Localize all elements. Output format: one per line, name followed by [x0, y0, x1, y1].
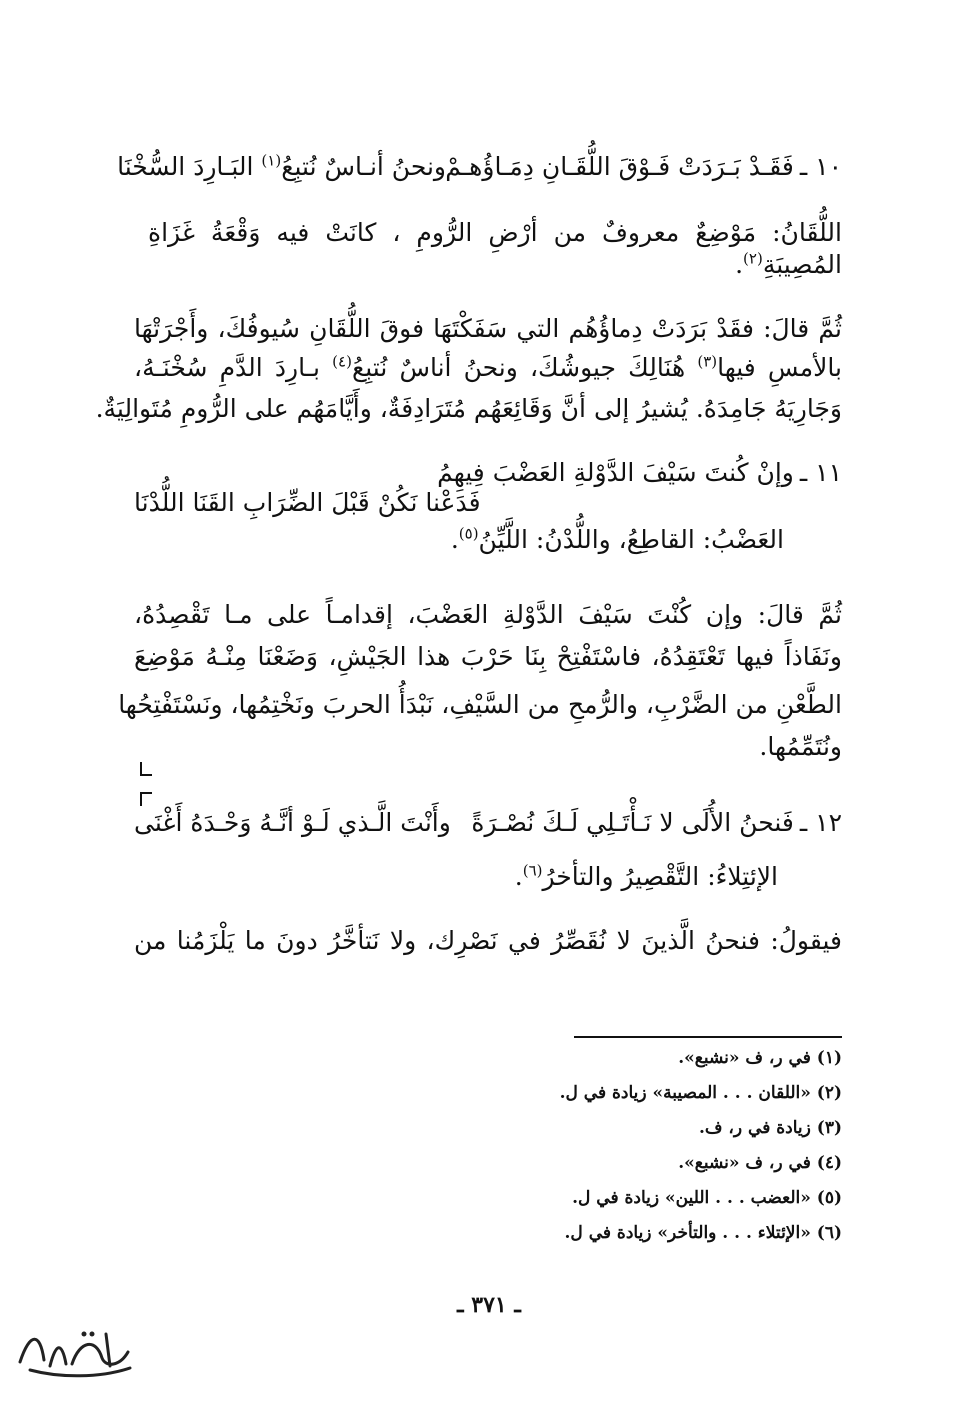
- gloss-punct: .: [450, 525, 459, 554]
- verse-hemistich-second-end: البَـارِدَ السُّخْنَا: [117, 152, 262, 181]
- gloss-text: الإئتِلاءُ: التَّقْصِيرُ والتأخرُ: [542, 862, 778, 891]
- gloss-text: المُصِيبَةِ: [762, 250, 842, 279]
- footnote-rule: [574, 1036, 842, 1038]
- commentary-12-line-1: فيقولُ: فنحنُ الَّذينَ لا نُقَصِّرُ في نَصْرِك، ولا نَتأخَّرُ دونَ ما يَلْزَمُنا من: [134, 926, 842, 955]
- verse-hemistich-first: فَنحنُ الأُلَى لا نَـأْتَـلِي لَـكَ نُصْـرَةً: [471, 808, 794, 837]
- footnote-ref[interactable]: (٦): [522, 861, 543, 880]
- gloss-11: [134, 523, 784, 557]
- commentary-11-line-2: ونَفَاذاً فيها تَعْتَقِدُهُ، فاسْتَفْتِحْ بِنَا حَرْبَ هذا الجَيْشِ، وَضَعْنَا مِنْـهُ مَوْضِعَ: [134, 642, 842, 671]
- commentary-10-line-3: وَجَارِيَهُ جَامِدَهُ. يُشيرُ إلى أنَّ وَقَائِعَهُم مُتَرَادِفَةٌ، وأَيَّامَهُم على الرُّومِ مُتَوالِيَةٌ.: [95, 394, 842, 423]
- footnote-ref[interactable]: (٥): [458, 524, 479, 543]
- gloss-punct: .: [735, 250, 744, 279]
- commentary-11-line-4: ونُتَمِّمُها.: [759, 732, 842, 761]
- footnote-3: (٣) زيادة في ر، ف.: [698, 1118, 842, 1138]
- gloss-punct: .: [514, 862, 523, 891]
- verse-number: ١٢ ـ: [799, 808, 842, 837]
- gloss-10-line-1: اللُّقَانُ: مَوْضِعٌ معروفٌ من أرْضِ الرُّومِ ، كانَتْ فيه وَقْعَةُ غَزَاةِ: [148, 218, 842, 247]
- gloss-text: العَضْبُ: القاطِعُ، واللُّدْنُ: اللَّيِّنُ: [478, 525, 784, 554]
- commentary-text: بالأمسِ فيها: [717, 353, 842, 382]
- footnote-4: (٤) في ر، ف «نشبع».: [678, 1153, 842, 1173]
- footnote-1: (١) في ر، ف «نشبع».: [678, 1048, 842, 1068]
- footnote-ref[interactable]: (٤): [332, 352, 352, 371]
- gloss-10-line-2: [134, 248, 842, 282]
- gloss-12: [138, 860, 778, 894]
- verse-number: ١٠ ـ: [799, 152, 842, 181]
- commentary-10-line-1: ثُمَّ قالَ: فقَدْ بَرَدَتْ دِماؤُهُم التي سَفَكْتَهَا فوقَ اللُّقَانِ سُيوفُكَ، وأَجْرَتْهَا: [134, 314, 842, 343]
- verse-hemistich-second: وأَنْتَ الَّـذي لَـوْ أنَّـهُ وَحْـدَهُ أَغْنَى: [134, 808, 451, 837]
- verse-hemistich-second: فَدَعْنا نَكُنْ قَبْلَ الضِّرَابِ القَنَا اللُّدْنَا: [134, 488, 481, 517]
- commentary-text: هُنَالِكَ جيوشُكَ، ونحنُ أناسٌ نُتبِعُ: [351, 353, 698, 382]
- verse-hemistich-second: ونحنُ أنـاسٌ نُتبِعُ: [281, 152, 446, 181]
- footnote-ref[interactable]: (١): [261, 151, 282, 170]
- verse-hemistich-first: وإنْ كُنتَ سَيْفَ الدَّوْلةِ العَضْبَ فِيهِمُ: [437, 458, 794, 487]
- calligraphy-stamp-logo: [10, 1322, 140, 1382]
- section-start-mark: [140, 792, 152, 806]
- page-number: ـ ٣٧١ ـ: [457, 1292, 521, 1318]
- commentary-11-line-1: ثُمَّ قالَ: وإن كُنْتَ سَيْفَ الدَّوْلةِ العَضْبَ، إقدامـاً على مـا تَقْصِدُهُ،: [134, 600, 842, 629]
- commentary-11-line-3: الطَّعْنِ من الضَّرْبِ، والرُّمحِ من السَّيْفِ، نَبْدَأُ الحربَ ونَخْتِمُها، ونَسْتَفْتِحُها: [118, 690, 842, 719]
- commentary-text: بـارِدَ الدَّمِ سُخْنَـهُ،: [134, 353, 333, 382]
- verse-number: ١١ ـ: [799, 458, 842, 487]
- footnote-ref[interactable]: (٢): [743, 249, 763, 268]
- verse-hemistich-first: فَقَـدْ بَـرَدَتْ فَـوْقَ اللُّقَـانِ دِمَـاؤُهـمْ: [445, 152, 794, 181]
- section-end-mark: [140, 762, 152, 776]
- footnote-2: (٢) «اللقان . . . المصيبة» زيادة في ل.: [559, 1083, 842, 1103]
- footnote-5: (٥) «العضب . . . اللين» زيادة في ل.: [572, 1188, 842, 1208]
- footnote-ref[interactable]: (٣): [697, 352, 718, 371]
- footnote-6: (٦) «الإئتلاء . . . والتأخر» زيادة في ل.: [564, 1223, 842, 1243]
- commentary-10-line-2: [134, 351, 842, 385]
